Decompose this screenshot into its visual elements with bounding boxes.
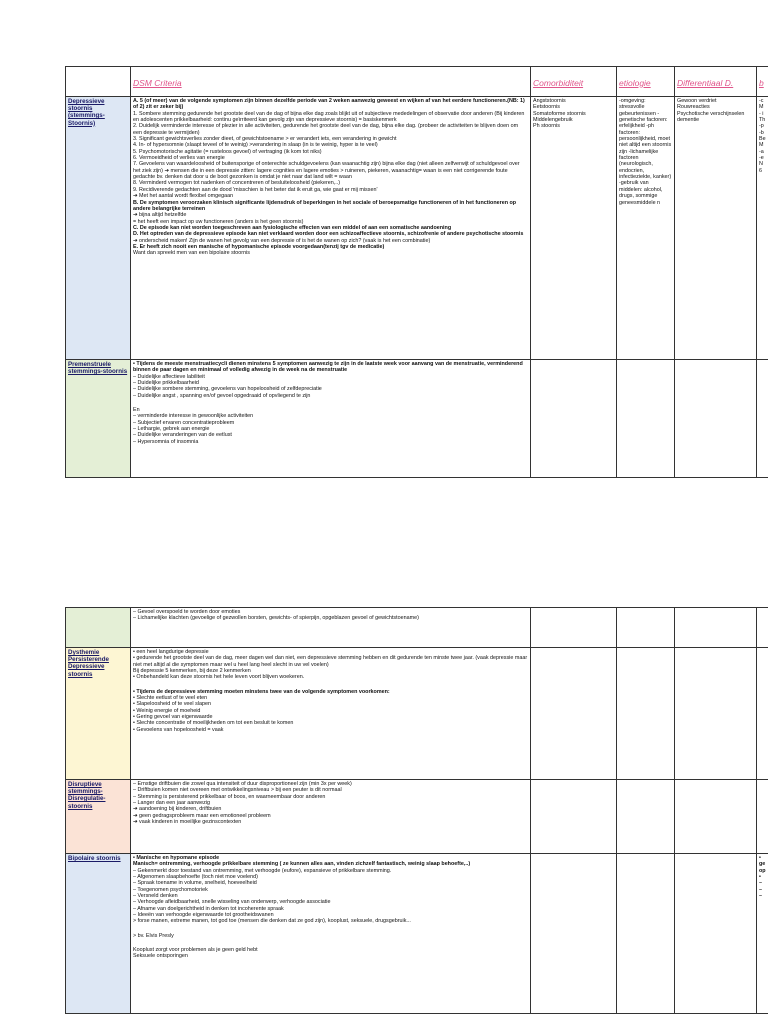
row-label-dysthymia: Dysthemie Persisterende Depressieve stoornis	[68, 649, 109, 678]
criteria-premenstrual	[133, 361, 528, 445]
row-label-cell	[66, 854, 131, 1014]
criterion-line: – Subjectief ervaren concentratieprobleem	[133, 419, 235, 426]
criterion-line: Seksuele ontsporingen	[133, 953, 188, 960]
criterion-line: > forse manen, extreme manen, tot god toe (mensen die denken dat ze god zijn), kooplust, seksuele, drugsgebruik...	[133, 918, 411, 925]
header-criteria: DSM Criteria	[131, 67, 531, 97]
differential-item: Gewoon verdriet	[677, 98, 717, 104]
differential-item: Rouwreacties	[677, 104, 710, 111]
criteria-cell	[131, 854, 531, 1014]
row-dysthymia	[66, 648, 768, 780]
comorbidity-item: Middelengebruik	[533, 117, 573, 124]
row-bipolar	[66, 854, 768, 1014]
etiology-cell	[617, 854, 675, 1014]
criterion-line: – Duidelijke angst , spanning en/of gevoel opgedraaid of opvliegend te zijn	[133, 392, 311, 399]
criterion-line: Want dan spreekt men van een bipolaire stoornis	[133, 250, 250, 257]
comorbidity-item: Ph stoornis	[533, 123, 560, 130]
criterion-line: – Verhoogde afleidbaarheid, snelle wisseling van onderwerp, verhoogde associatie	[133, 899, 331, 906]
row-label-disruptive: Disruptieve stemmings-Disregulatie-stoornis	[68, 781, 106, 810]
comorbidity-item: Somatoforme stoornis	[533, 110, 586, 117]
differential-item: Psychotische verschijnselen	[677, 110, 745, 117]
header-extra: b	[757, 67, 768, 97]
criterion-line: 1. Sombere stemming gedurende het grootste deel van de dag of bijna elke dag zoals blijkt uit of subjectieve mededelingen of observatie door anderen (Bij kinderen en adolescenten prikkelbaarheid: continu geïrriteerd kan gevolg zijn van depressieve stoornis) = basiskenmerk	[133, 110, 525, 124]
row-label-cell	[66, 648, 131, 780]
criterion-line: – Stemming is persisterend prikkelbaar of boos, en waarneembaar door anderen	[133, 793, 326, 800]
extra-cell	[757, 648, 768, 780]
comorbidity-item: Eetstoornis	[533, 104, 560, 111]
criterion-line: – Langer dan een jaar aanwezig	[133, 800, 211, 807]
header-comorbidity: Comorbiditeit	[531, 67, 617, 97]
criteria-cell	[131, 648, 531, 780]
extra-item: –	[759, 886, 762, 893]
criterion-line: ➔ onderscheid maken! Zijn de wanen het gevolg van een depressie of is het de wanen op zich? (vaak is het een combinatie)	[133, 237, 431, 244]
criterion-line: – Gekenmerkt door toestand van ontremming, met verhoogde (eufore), expansieve of prikkelbare stemming.	[133, 867, 392, 874]
criterion-line: – Ideeën van verhoogde eigenwaarde tot grootheidswanen	[133, 912, 274, 919]
extra-list	[759, 855, 768, 899]
criterion-c: C. De episode kan niet worden toegeschreven aan fysiologische effecten van een middel of aan een somatische aandoening	[133, 224, 452, 231]
criterion-line: • Gevoelens van hopeloosheid = vaak	[133, 726, 224, 733]
criterion-line: • Weinig energie of moeheid	[133, 707, 201, 714]
criterion-line: 9. Recidiverende gedachten aan de dood 'misschien is het beter dat ik eruit ga, wie gaat er mij missen'	[133, 186, 378, 193]
criterion-line: – Duidelijke prikkelbaarheid	[133, 380, 199, 387]
differential-cell	[675, 97, 757, 360]
criterion-line: – Lichamelijke klachten (gevoelige of gezwollen borsten, gewichts- of spierpijn, opgeblazen gevoel of gewichtstoename)	[133, 615, 419, 622]
etiology-cell	[617, 780, 675, 854]
row-label-depressive: Depressieve stoornis (stemmings-Stoornis)	[68, 98, 105, 127]
criterion-line: – Gevoel overspoeld te worden door emoties	[133, 609, 241, 615]
comorbidity-list	[533, 98, 614, 130]
differential-cell	[675, 648, 757, 780]
criterion-line: Bij depressie 5 kenmerken, bij deze 2 kenmerken	[133, 668, 251, 675]
criterion-line: – Afgenomen slaapbehoefte (toch niet moe voelend)	[133, 874, 258, 881]
etiology-cell	[617, 648, 675, 780]
criterion-line: 5. Psychomotorische agitatie (= rusteloos gevoel) of vertraging (ik kom tot niks)	[133, 148, 322, 155]
comorbidity-cell	[531, 608, 617, 648]
criterion-line: – Lethargie, gebrek aan energie	[133, 426, 210, 433]
table-page-1	[65, 66, 768, 478]
extra-cell	[757, 360, 768, 478]
row-disruptive	[66, 780, 768, 854]
differential-cell	[675, 780, 757, 854]
criterion-line: Manisch= ontremming, verhoogde prikkelbare stemming ( ze kunnen alles aan, vinden zichzelf fantastisch, weinig slaap behoefte,..)	[133, 861, 471, 868]
criteria-continuation	[133, 609, 528, 622]
criterion-line: – Duidelijke sombere stemming, gevoelens van hopeloosheid of zelfdepreciatie	[133, 386, 322, 393]
criteria-depressive	[133, 98, 528, 257]
criteria-cell	[131, 608, 531, 648]
extra-item: 6	[759, 167, 762, 174]
criterion-line: • Slechte eetlust of te veel eten	[133, 695, 208, 702]
comorbidity-cell	[531, 360, 617, 478]
extra-item: N	[759, 161, 763, 168]
etiology-text: -omgeving: stressvolle gebeurtenissen -genetische factoren: erfelijkheid -ph factoren: persoonlijkheid, moet niet altijd een stoornis zijn -lichamelijke factoren (neurologisch, endocrien, infectieziekte, kanker) -gebruik van middelen: alcohol, drugs, sommige geneesmiddele n	[619, 98, 672, 206]
criterion-line: – Spraak toename in volume, snelheid, hoeveelheid	[133, 880, 257, 887]
extra-item: -c	[759, 98, 764, 104]
extra-item: •	[759, 874, 761, 881]
criterion-line: 2. Duidelijk verminderde interesse of plezier in alle activiteiten, gedurende het grootste deel van de dag, bijna elke dag. (probeer de activiteiten te blijven doen om een depressie te vermijden)	[133, 123, 519, 136]
header-row	[66, 67, 768, 97]
criterion-line: 7. Gevoelens van waardeloosheid of buitensporige of onterechte schuldgevoelens (kan waanachtig zijn) bijna elke dag (niet alleen zelfverwijt of schuldgevoel over het ziek zijn) ➔ mensen die in een depressie zitten: lagere cognities en lagere emoties > ruineren, piekeren, waanachtig= waan is een niet corrigerende foute gedachte bv. denken dat door u de boot gezonken is omdat je niet naar dat land wilt = waan	[133, 161, 520, 181]
comorbidity-cell	[531, 97, 617, 360]
criterion-line: • Tijdens de depressieve stemming moeten minstens twee van de volgende symptomen voorkomen:	[133, 688, 390, 695]
criterion-line: – Versneld denken	[133, 893, 178, 900]
criterion-line: • Gering gevoel van eigenwaarde	[133, 714, 213, 721]
criterion-line: > bv. Elvis Presly	[133, 932, 174, 939]
criterion-line: = het heeft een impact op uw functioneren (anders is het geen stoornis)	[133, 218, 304, 225]
criterion-line: 6. Vermoeidheid of verlies van energie	[133, 155, 225, 162]
extra-item: -p	[759, 123, 764, 130]
etiology-cell	[617, 360, 675, 478]
criterion-a: A. 5 (of meer) van de volgende symptomen zijn binnen dezelfde periode van 2 weken aanwezig geweest en wijken af van het eerdere functioneren.(NB: 1) of 2) zit er zeker bij)	[133, 98, 525, 111]
header-empty	[66, 67, 131, 97]
criterion-line: ➔ Met het aantal wordt flexibel omgegaan	[133, 193, 234, 200]
criterion-line: – Toegenomen psychomotoriek	[133, 886, 208, 893]
criterion-line: • gedurende het grootste deel van de dag, meer dagen wel dan niet, een depressieve stemming hebben en dit gedurende ten minste twee jaar. (vaak depressie maar niet met altijd al die symptomen maar wel u heel lang heel slecht in uw vel voelen)	[133, 655, 528, 668]
criterion-line: ➔ geen gedragsprobleem maar een emotioneel probleem	[133, 812, 271, 819]
criterion-line: – Duidelijke veranderingen van de eetlust	[133, 432, 232, 439]
row-label-cell	[66, 360, 131, 478]
extra-item: ge	[759, 861, 766, 868]
differential-cell	[675, 608, 757, 648]
extra-item: –	[759, 880, 762, 887]
criterion-line: ➔ bijna altijd hetzelfde	[133, 212, 187, 219]
row-premenstrual	[66, 360, 768, 478]
criterion-d: D. Het optreden van de depressieve episode kan niet verklaard worden door een schizoaffectieve stoornis, schizofrenie of andere psychotische stoornis	[133, 231, 524, 238]
criterion-line: – Hypersomnia of insomnia	[133, 438, 199, 445]
criteria-cell	[131, 97, 531, 360]
extra-item: M	[759, 104, 764, 111]
extra-item: - i	[759, 110, 764, 117]
row-continuation	[66, 608, 768, 648]
extra-item: Be	[759, 136, 766, 143]
row-label-premenstrual: Premenstruele stemmings-stoornis	[68, 361, 128, 376]
extra-item: •	[759, 855, 761, 861]
criterion-line: – verminderde interesse in gewoonlijke activiteiten	[133, 413, 254, 420]
criterion-line: ➔ aandoening bij kinderen, driftbuien	[133, 806, 222, 813]
differential-cell	[675, 360, 757, 478]
extra-item: op	[759, 867, 766, 874]
criterion-line: • een heel langdurige depressie	[133, 649, 209, 655]
extra-item: -b	[759, 129, 764, 136]
extra-cell	[757, 854, 768, 1014]
extra-cell	[757, 608, 768, 648]
comorbidity-cell	[531, 854, 617, 1014]
comorbidity-item: Angststoornis	[533, 98, 566, 104]
differential-cell	[675, 854, 757, 1014]
criterion-line: En	[133, 407, 140, 414]
criterion-line: – Driftbuien komen niet overeen met ontwikkelingsniveau > bij een peuter is dit normaal	[133, 787, 342, 794]
extra-item: -a	[759, 148, 764, 155]
extra-item: –	[759, 893, 762, 900]
criterion-line: – Afname van doelgerichtheid in denken tot incoherente spraak	[133, 905, 284, 912]
criteria-cell	[131, 360, 531, 478]
criterion-line: – Duidelijke affectieve labiliteit	[133, 373, 205, 380]
criterion-e: E. Er heeft zich nooit een manische of hypomanische episode voorgedaan(tenzij tgv de medicatie)	[133, 243, 385, 250]
extra-cell	[757, 97, 768, 360]
etiology-cell	[617, 608, 675, 648]
extra-cell	[757, 780, 768, 854]
criterion-line: 8. Verminderd vermogen tot nadenken of concentreren of besluiteloosheid (piekeren,..)	[133, 180, 341, 187]
criterion-b: B. De symptomen veroorzaken klinisch significante lijdensdruk of beperkingen in het sociale of beroepsmatige functioneren of in het functioneren op andere belangrijke terreinen	[133, 199, 517, 212]
criterion-line: • Onbehandeld kan deze stoornis het hele leven voort blijven woekeren.	[133, 674, 305, 681]
header-etiology: etiologie	[617, 67, 675, 97]
header-differential: Differentiaal D.	[675, 67, 757, 97]
row-label-bipolar: Bipolaire stoornis	[68, 855, 121, 862]
extra-item: -e	[759, 155, 764, 162]
extra-item: M	[759, 142, 764, 149]
differential-item: dementie	[677, 117, 700, 124]
criteria-cell	[131, 780, 531, 854]
row-label-cell	[66, 97, 131, 360]
table-page-2	[65, 607, 768, 1014]
criterion-line: • Slechte concentratie of moeilijkheden om tot een besluit te komen	[133, 720, 294, 727]
extra-item: Th	[759, 117, 766, 124]
criterion-line: ➔ vaak kinderen in moeilijke gezinscontexten	[133, 819, 242, 826]
criterion-line: • Slapeloosheid of te veel slapen	[133, 701, 212, 708]
etiology-cell	[617, 97, 675, 360]
comorbidity-cell	[531, 780, 617, 854]
criterion-line: 3. Significant gewichtsverlies zonder dieet, of gewichtstoename > er verandert iets, een verandering in gewicht	[133, 136, 397, 143]
differential-list	[677, 98, 754, 123]
criterion-line: • Tijdens de meeste menstruatiecycli dienen minstens 5 symptomen aanwezig te zijn in de laatste week voor aanvang van de menstruatie, verminderend binnen de paar dagen en minimaal of volledig afwezig in de week na de menstruatie	[133, 361, 523, 374]
row-label-cell	[66, 780, 131, 854]
criteria-bipolar	[133, 855, 528, 960]
criterion-line: 4. In- of hypersomnie (slaapt teveel of te weinig) >verandering in slaap (in is te weinig, hyper is te veel)	[133, 142, 378, 149]
criterion-line: Kooplust zorgt voor problemen als je geen geld hebt	[133, 947, 258, 954]
criterion-line: – Ernstige driftbuien die zowel qua intensiteit of duur disproportioneel zijn (min 3x per week)	[133, 781, 352, 787]
criterion-line: • Manische en hypomane episode	[133, 855, 220, 861]
criteria-dysthymia	[133, 649, 528, 733]
criteria-disruptive	[133, 781, 528, 825]
comorbidity-cell	[531, 648, 617, 780]
row-depressive	[66, 97, 768, 360]
extra-list	[759, 98, 768, 174]
row-label-cell	[66, 608, 131, 648]
